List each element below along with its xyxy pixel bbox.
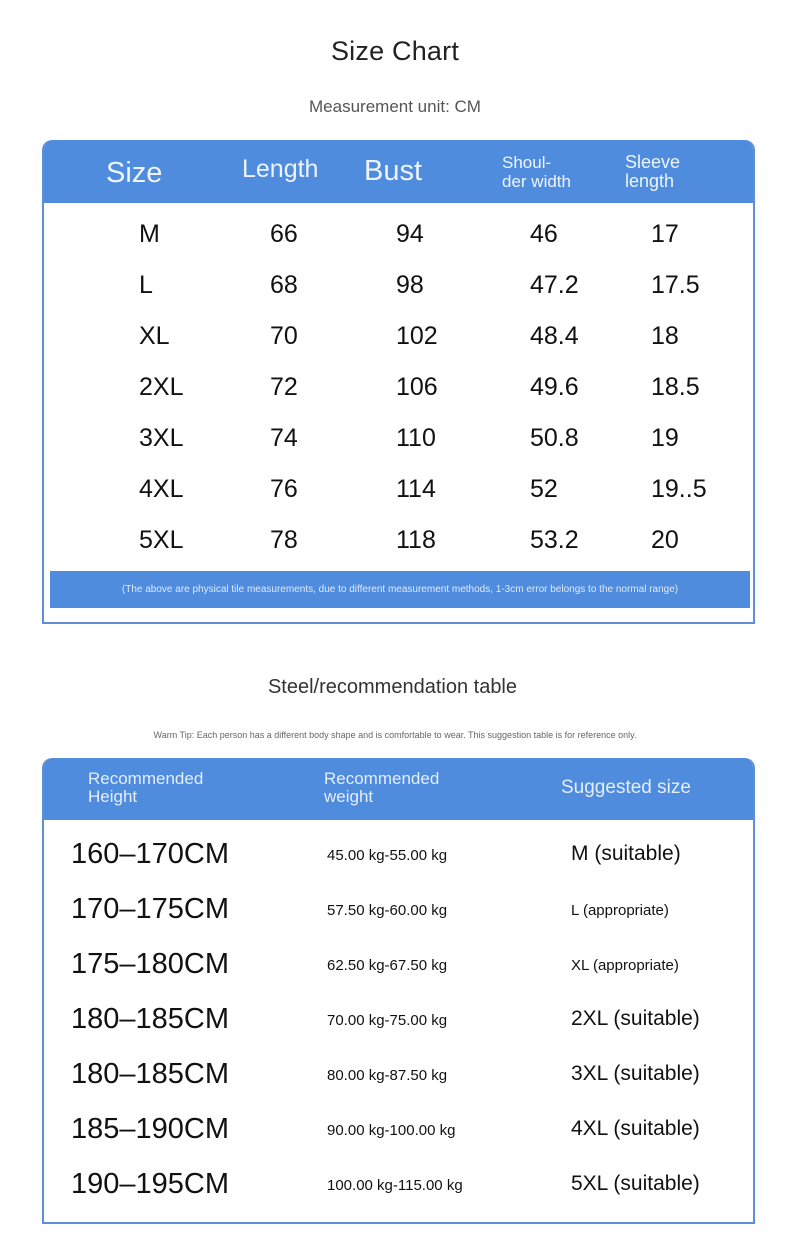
header-height-line2: Height (88, 787, 138, 806)
page-title: Size Chart (330, 36, 460, 66)
cell-suggested-size: 4XL (suitable) (571, 1117, 700, 1140)
header-size: Size (106, 157, 163, 189)
table-row (44, 424, 755, 475)
cell-size: 4XL (139, 475, 184, 503)
cell-bust: 114 (396, 475, 436, 503)
table-row (44, 1113, 755, 1168)
table-row (44, 948, 755, 1003)
table-row (44, 271, 755, 322)
recommendation-title: Steel/recommendation table (267, 676, 518, 698)
cell-bust: 118 (396, 526, 436, 554)
cell-size: XL (139, 322, 170, 350)
cell-sleeve: 19..5 (651, 475, 707, 503)
cell-size: L (139, 271, 153, 299)
header-shoulder-line2: der width (502, 172, 571, 191)
cell-weight: 57.50 kg-60.00 kg (327, 902, 448, 919)
cell-sleeve: 20 (651, 526, 679, 554)
cell-shoulder: 53.2 (530, 526, 579, 554)
cell-size: 3XL (139, 424, 184, 452)
cell-suggested-size: 2XL (suitable) (571, 1007, 700, 1030)
cell-size: 5XL (139, 526, 184, 554)
cell-bust: 94 (396, 220, 424, 248)
table-row (44, 475, 755, 526)
table-row (44, 1058, 755, 1113)
header-length: Length (242, 155, 319, 183)
cell-suggested-size: XL (appropriate) (571, 957, 679, 974)
cell-suggested-size: M (suitable) (571, 842, 681, 865)
header-recommended-weight (324, 770, 524, 806)
cell-height: 180–185CM (71, 1003, 229, 1035)
cell-length: 66 (270, 220, 298, 248)
cell-height: 160–170CM (71, 838, 229, 870)
cell-length: 74 (270, 424, 298, 452)
unit-note: Measurement unit: CM (309, 97, 481, 116)
cell-weight: 45.00 kg-55.00 kg (327, 847, 448, 864)
cell-sleeve: 18.5 (651, 373, 700, 401)
cell-sleeve: 18 (651, 322, 679, 350)
cell-height: 170–175CM (71, 893, 229, 925)
header-sleeve-line1: Sleeve (625, 152, 681, 172)
cell-bust: 110 (396, 424, 436, 452)
measurement-footnote: (The above are physical tile measurements, due to different measurement methods, 1-3cm error belongs to the normal range) (50, 571, 750, 608)
table-row (44, 1003, 755, 1058)
table-row (44, 893, 755, 948)
cell-shoulder: 52 (530, 475, 558, 503)
cell-bust: 106 (396, 373, 438, 401)
header-weight-line1: Recommended (324, 769, 440, 788)
cell-weight: 100.00 kg-115.00 kg (327, 1177, 463, 1194)
size-chart-header (42, 140, 755, 203)
header-shoulder-line1: Shoul- (502, 153, 552, 172)
header-height-line1: Recommended (88, 769, 204, 788)
table-row (44, 1168, 755, 1223)
table-row (44, 838, 755, 893)
header-sleeve-line2: length (625, 171, 675, 191)
cell-bust: 98 (396, 271, 424, 299)
cell-shoulder: 48.4 (530, 322, 579, 350)
table-row (44, 220, 755, 271)
warm-tip: Warm Tip: Each person has a different body shape and is comfortable to wear. This suggestion table is for reference only. (153, 730, 637, 740)
header-shoulder-width (502, 153, 612, 191)
cell-length: 76 (270, 475, 298, 503)
cell-length: 68 (270, 271, 298, 299)
cell-size: M (139, 220, 160, 248)
cell-weight: 70.00 kg-75.00 kg (327, 1012, 448, 1029)
cell-weight: 90.00 kg-100.00 kg (327, 1122, 456, 1139)
cell-sleeve: 17 (651, 220, 679, 248)
recommendation-header (42, 758, 755, 820)
cell-suggested-size: 5XL (suitable) (571, 1172, 700, 1195)
cell-length: 78 (270, 526, 298, 554)
cell-sleeve: 19 (651, 424, 679, 452)
size-chart-table (42, 140, 755, 624)
recommendation-table (42, 758, 755, 1224)
cell-weight: 80.00 kg-87.50 kg (327, 1067, 448, 1084)
cell-weight: 62.50 kg-67.50 kg (327, 957, 448, 974)
table-row (44, 322, 755, 373)
cell-shoulder: 46 (530, 220, 558, 248)
cell-shoulder: 49.6 (530, 373, 579, 401)
cell-height: 175–180CM (71, 948, 229, 980)
header-bust: Bust (364, 155, 423, 187)
cell-length: 72 (270, 373, 298, 401)
cell-shoulder: 47.2 (530, 271, 579, 299)
header-sleeve-length (625, 153, 725, 191)
header-suggested-size: Suggested size (561, 777, 691, 798)
cell-height: 180–185CM (71, 1058, 229, 1090)
cell-size: 2XL (139, 373, 184, 401)
cell-bust: 102 (396, 322, 438, 350)
cell-length: 70 (270, 322, 298, 350)
header-recommended-height (88, 770, 288, 806)
cell-height: 185–190CM (71, 1113, 229, 1145)
cell-shoulder: 50.8 (530, 424, 579, 452)
cell-sleeve: 17.5 (651, 271, 700, 299)
table-row (44, 526, 755, 577)
header-weight-line2: weight (324, 787, 374, 806)
table-row (44, 373, 755, 424)
cell-suggested-size: L (appropriate) (571, 902, 669, 919)
cell-suggested-size: 3XL (suitable) (571, 1062, 700, 1085)
cell-height: 190–195CM (71, 1168, 229, 1200)
